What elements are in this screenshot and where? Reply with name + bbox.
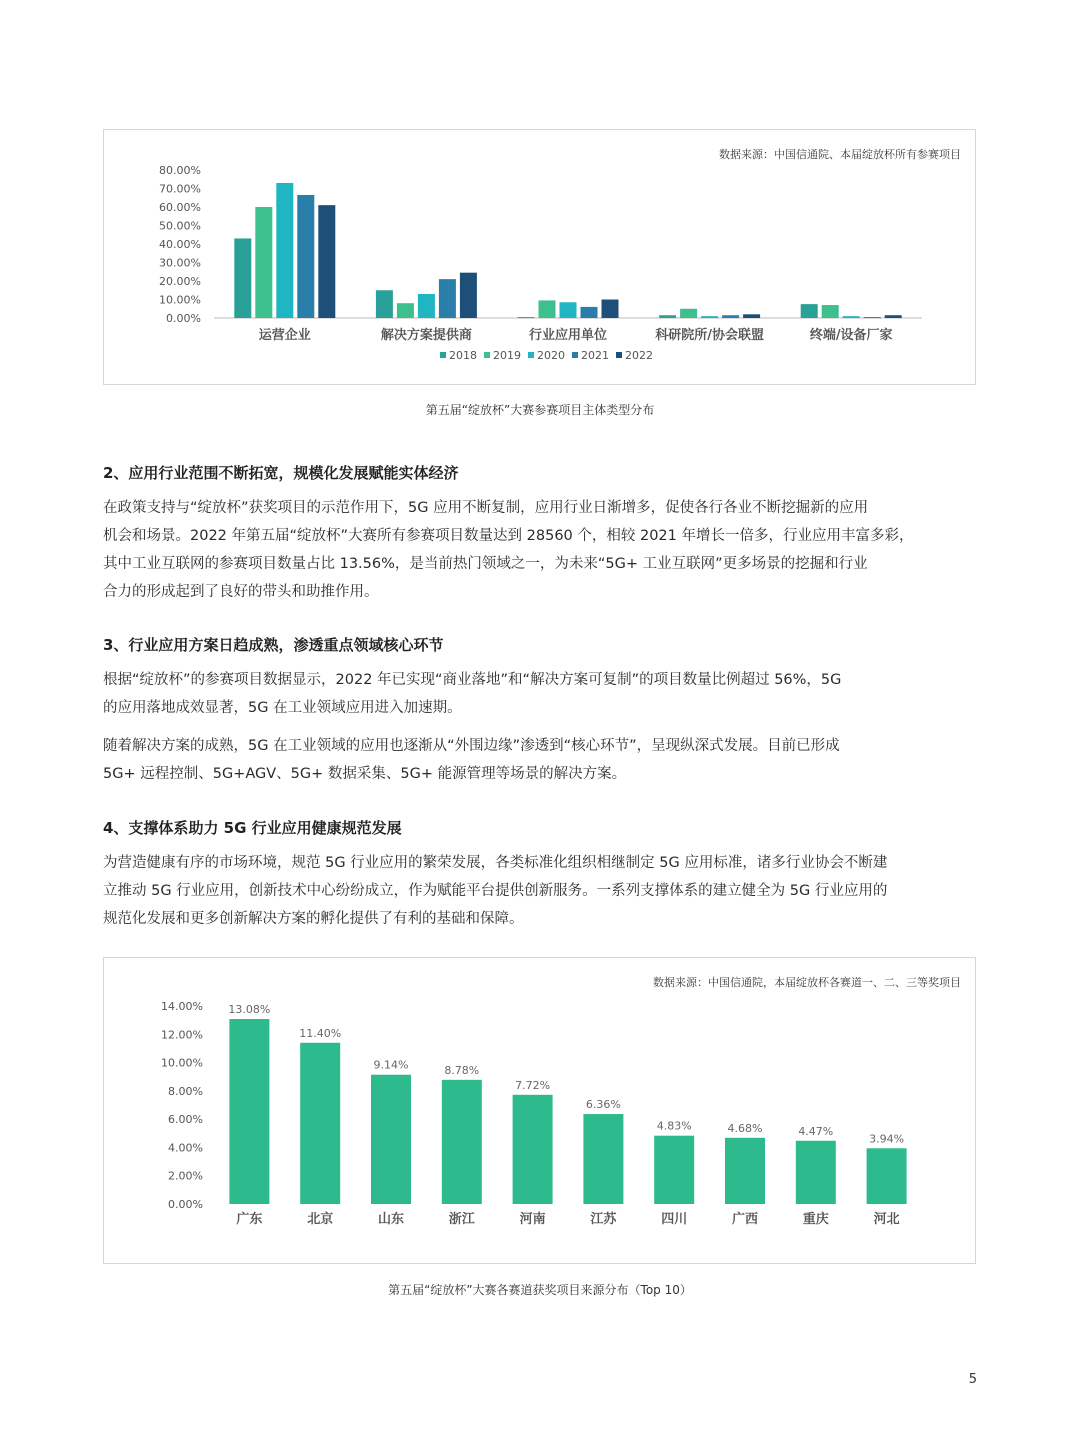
chart-1-svg: [104, 130, 977, 386]
x-category-label: 四川: [661, 1212, 688, 1227]
section-4-heading: 4、支撑体系助力 5G 行业应用健康规范发展: [103, 819, 402, 837]
bar-2021: [722, 315, 739, 318]
y-tick-label: 60.00%: [159, 201, 201, 214]
bar-2018: [518, 317, 535, 318]
bar-2019: [680, 309, 697, 318]
x-category-label: 行业应用单位: [528, 328, 608, 343]
data-label: 6.36%: [585, 1098, 621, 1112]
y-tick-label: 2.00%: [168, 1169, 203, 1183]
data-label: 11.40%: [299, 1026, 342, 1040]
data-label: 7.72%: [515, 1078, 551, 1092]
x-category-label: 河北: [873, 1212, 900, 1227]
y-tick-label: 30.00%: [159, 256, 201, 270]
chart-1-source: 数据来源：中国信通院、本届绽放杯所有参赛项目: [719, 148, 961, 161]
section-2-line: 合力的形成起到了良好的带头和助推作用。: [103, 584, 379, 600]
y-tick-label: 0.00%: [166, 312, 201, 325]
bar-2022: [885, 315, 902, 318]
bar-2022: [318, 205, 335, 318]
chart-2-svg: [104, 958, 977, 1265]
bar-2021: [864, 317, 881, 318]
bar-2020: [560, 302, 577, 318]
y-tick-label: 12.00%: [161, 1028, 203, 1042]
data-label: 8.78%: [444, 1063, 480, 1077]
bar-2022: [602, 300, 619, 319]
data-label: 4.68%: [727, 1121, 763, 1135]
data-label: 3.94%: [869, 1132, 905, 1146]
x-category-label: 山东: [377, 1212, 405, 1227]
section-2-line: 其中工业互联网的参赛项目数量占比 13.56%，是当前热门领域之一，为未来“5G+ 工业互联网”更多场景的挖掘和行业: [103, 556, 868, 572]
data-label: 13.08%: [228, 1003, 271, 1017]
section-4-line: 为营造健康有序的市场环境，规范 5G 行业应用的繁荣发展，各类标准化组织相继制定 5G 应用标准，诸多行业协会不断建: [103, 855, 888, 871]
chart-1-caption: 第五届“绽放杯”大赛参赛项目主体类型分布: [425, 403, 655, 417]
bar-2021: [297, 195, 314, 318]
bar-2022: [460, 273, 477, 318]
bar: [867, 1148, 907, 1204]
legend-label: 2019: [493, 349, 521, 362]
y-tick-label: 70.00%: [159, 182, 201, 196]
y-tick-label: 80.00%: [159, 164, 201, 177]
chart-1-container: [103, 129, 976, 385]
legend-swatch: [484, 352, 490, 358]
bar: [796, 1141, 836, 1204]
bar-2019: [539, 300, 556, 318]
y-tick-label: 10.00%: [159, 293, 201, 307]
section-3-line: 的应用落地成效显著，5G 在工业领域应用进入加速期。: [103, 700, 462, 716]
data-label: 4.47%: [798, 1124, 834, 1138]
bar: [725, 1138, 765, 1204]
legend-label: 2020: [537, 349, 565, 362]
legend-swatch: [528, 352, 534, 358]
legend-label: 2021: [581, 349, 609, 362]
bar-2018: [376, 290, 393, 318]
chart-2-caption: 第五届“绽放杯”大赛各赛道获奖项目来源分布（Top 10）: [388, 1283, 692, 1297]
x-category-label: 重庆: [802, 1212, 829, 1227]
y-tick-label: 10.00%: [161, 1056, 203, 1070]
bar: [654, 1136, 694, 1204]
data-label: 4.83%: [656, 1119, 692, 1133]
bar-2018: [801, 304, 818, 318]
section-3-heading: 3、行业应用方案日趋成熟，渗透重点领域核心环节: [103, 636, 444, 654]
bar-2020: [843, 316, 860, 318]
bar-2018: [234, 238, 251, 318]
x-category-label: 浙江: [448, 1212, 475, 1227]
bar-2021: [581, 307, 598, 318]
section-3-paragraph-1: [103, 666, 977, 722]
x-category-label: 北京: [307, 1212, 334, 1227]
section-2-line: 在政策支持与“绽放杯”获奖项目的示范作用下，5G 应用不断复制，应用行业日渐增多，促使各行各业不断挖掘新的应用: [103, 500, 869, 516]
section-2-heading: 2、应用行业范围不断拓宽，规模化发展赋能实体经济: [103, 464, 459, 482]
section-4-line: 立推动 5G 行业应用，创新技术中心纷纷成立，作为赋能平台提供创新服务。一系列支撑体系的建立健全为 5G 行业应用的: [103, 883, 888, 899]
section-2-paragraph: [103, 494, 977, 606]
x-category-label: 江苏: [590, 1212, 617, 1227]
y-tick-label: 4.00%: [168, 1141, 203, 1155]
data-label: 9.14%: [373, 1058, 409, 1072]
bar-2021: [439, 279, 456, 318]
y-tick-label: 14.00%: [161, 1000, 203, 1013]
x-category-label: 科研院所/协会联盟: [655, 328, 764, 343]
bar-2018: [659, 315, 676, 318]
bar: [300, 1043, 340, 1204]
bar-2020: [276, 183, 293, 318]
section-3-line: 随着解决方案的成熟，5G 在工业领域的应用也逐渐从“外围边缘”渗透到“核心环节”，呈现纵深式发展。目前已形成: [103, 738, 840, 754]
bar: [513, 1095, 553, 1204]
legend-swatch: [440, 352, 446, 358]
bar: [229, 1019, 269, 1204]
x-category-label: 解决方案提供商: [380, 328, 472, 343]
legend-swatch: [616, 352, 622, 358]
legend-label: 2022: [625, 349, 653, 362]
chart-2-container: [103, 957, 976, 1264]
y-tick-label: 20.00%: [159, 275, 201, 288]
section-3-line: 5G+ 远程控制、5G+AGV、5G+ 数据采集、5G+ 能源管理等场景的解决方案。: [103, 766, 627, 782]
y-tick-label: 6.00%: [168, 1113, 203, 1127]
bar-2022: [743, 314, 760, 318]
bar-2019: [255, 207, 272, 318]
section-4-line: 规范化发展和更多创新解决方案的孵化提供了有利的基础和保障。: [103, 911, 524, 927]
bar: [583, 1114, 623, 1204]
y-tick-label: 50.00%: [159, 219, 201, 233]
bar-2020: [701, 316, 718, 318]
section-3-paragraph-2: [103, 732, 977, 788]
chart-2-source: 数据来源：中国信通院，本届绽放杯各赛道一、二、三等奖项目: [653, 976, 961, 989]
bar: [371, 1075, 411, 1204]
page-number: 5: [968, 1372, 977, 1387]
x-category-label: 运营企业: [258, 328, 311, 343]
x-category-label: 河南: [519, 1212, 546, 1227]
bar: [442, 1080, 482, 1204]
x-category-label: 终端/设备厂家: [809, 328, 893, 343]
y-tick-label: 8.00%: [168, 1084, 203, 1098]
legend-swatch: [572, 352, 578, 358]
bar-2019: [822, 305, 839, 318]
section-3-line: 根据“绽放杯”的参赛项目数据显示，2022 年已实现“商业落地”和“解决方案可复制”的项目数量比例超过 56%，5G: [103, 672, 842, 688]
x-category-label: 广西: [731, 1212, 759, 1227]
section-4-paragraph: [103, 849, 977, 933]
section-2-line: 机会和场景。2022 年第五届“绽放杯”大赛所有参赛项目数量达到 28560 个，相较 2021 年增长一倍多，行业应用丰富多彩，: [103, 528, 914, 544]
y-tick-label: 0.00%: [168, 1198, 203, 1211]
legend-label: 2018: [449, 349, 477, 362]
y-tick-label: 40.00%: [159, 238, 201, 251]
bar-2019: [397, 303, 414, 318]
x-category-label: 广东: [236, 1212, 263, 1227]
bar-2020: [418, 294, 435, 318]
